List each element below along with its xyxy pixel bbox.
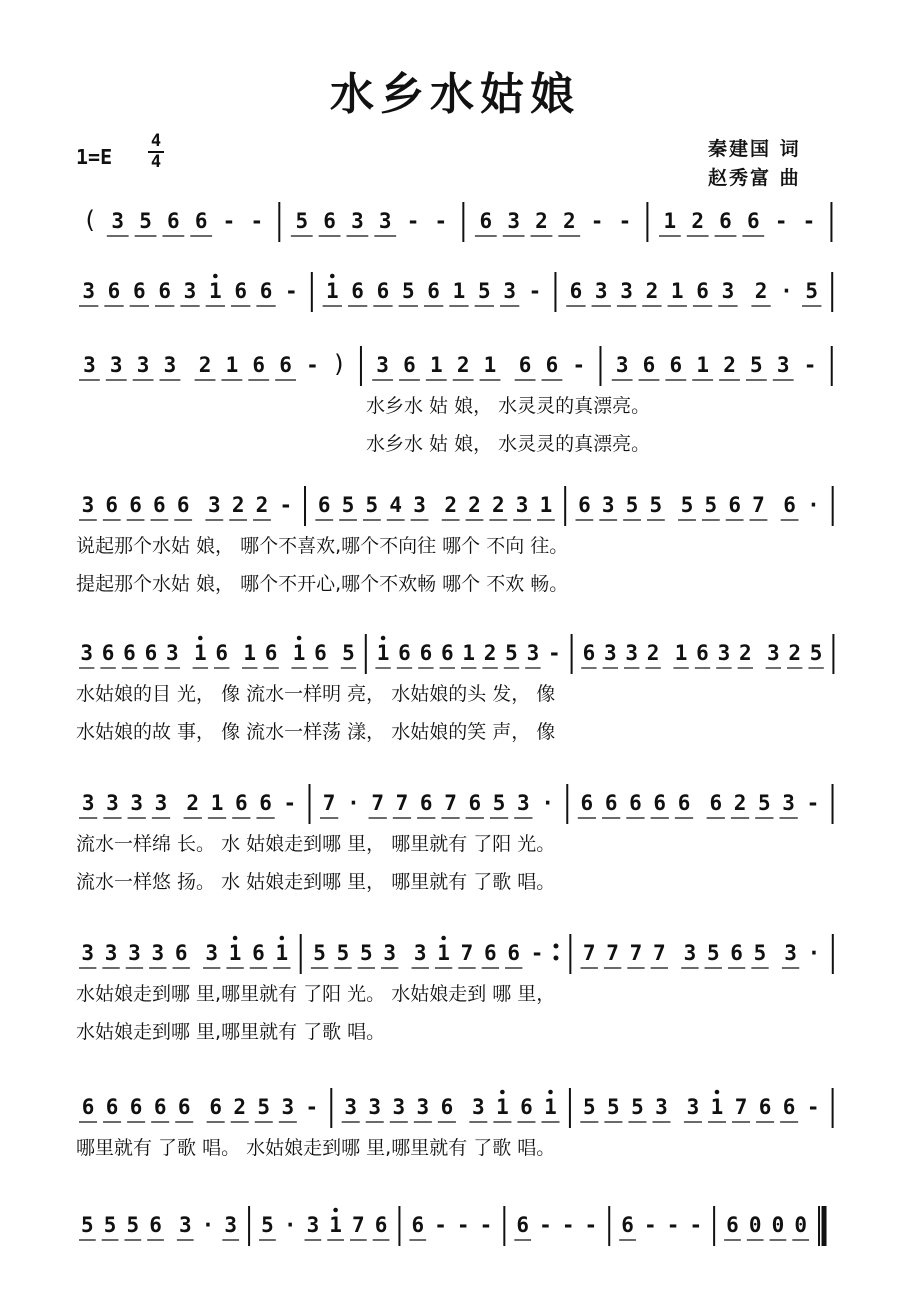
note-·: · <box>347 791 360 815</box>
note-6: 6 <box>516 1213 530 1237</box>
note-3: 3 <box>224 1213 238 1237</box>
lyric-line: 水乡水 姑 娘， 水灵灵的真漂亮。 <box>366 395 651 417</box>
note-6: 6 <box>726 1213 739 1237</box>
note-6: 6 <box>144 641 158 665</box>
high-octave-dot <box>280 936 285 941</box>
note-6: 6 <box>158 279 172 303</box>
note-3: 3 <box>368 1095 382 1119</box>
note-): ) <box>332 350 347 378</box>
note-7: 7 <box>460 941 474 965</box>
note-6: 6 <box>317 493 331 517</box>
note-3: 3 <box>615 353 629 377</box>
note-2: 2 <box>738 641 752 665</box>
note-6: 6 <box>746 209 760 233</box>
note-·: · <box>541 791 554 815</box>
note-3: 3 <box>383 941 397 965</box>
note-6: 6 <box>81 1095 95 1119</box>
note--: - <box>802 209 816 233</box>
note-·: · <box>807 493 820 517</box>
note-2: 2 <box>444 493 457 517</box>
note-1: 1 <box>225 353 239 377</box>
note-3: 3 <box>472 1095 485 1119</box>
note-0: 0 <box>794 1213 807 1237</box>
note-(: ( <box>82 206 98 234</box>
composer-credit: 赵秀富 曲 <box>708 167 801 189</box>
note-3: 3 <box>183 279 197 303</box>
note-7: 7 <box>582 941 596 965</box>
note-6: 6 <box>545 353 559 377</box>
note-high-1: 1 <box>292 641 306 665</box>
note-6: 6 <box>129 1095 143 1119</box>
note-3: 3 <box>625 641 639 665</box>
note-3: 3 <box>306 1213 320 1237</box>
note-2: 2 <box>646 641 660 665</box>
note-high-1: 1 <box>209 279 222 303</box>
note-high-1: 1 <box>329 1213 342 1237</box>
note--: - <box>689 1213 703 1237</box>
note--: - <box>222 209 236 233</box>
note-2: 2 <box>468 493 481 517</box>
lyric-line: 提起那个水姑 娘， 哪个不开心,哪个不欢畅 哪个 不欢 畅。 <box>76 573 569 595</box>
note--: - <box>561 1213 575 1237</box>
note-2: 2 <box>255 493 269 517</box>
note-6: 6 <box>629 791 642 815</box>
note-5: 5 <box>126 1213 140 1237</box>
lyric-line: 水乡水 姑 娘， 水灵灵的真漂亮。 <box>366 433 651 455</box>
note--: - <box>590 209 604 233</box>
note-6: 6 <box>153 493 166 517</box>
note-2: 2 <box>733 791 747 815</box>
repeat-dot <box>553 944 558 949</box>
note--: - <box>528 279 542 303</box>
repeat-dot <box>553 956 558 961</box>
note-3: 3 <box>82 279 95 303</box>
note-6: 6 <box>264 641 278 665</box>
note-3: 3 <box>766 641 780 665</box>
note-1: 1 <box>696 353 710 377</box>
note-7: 7 <box>606 941 619 965</box>
note-3: 3 <box>344 1095 358 1119</box>
high-octave-dot <box>548 1090 553 1095</box>
note-6: 6 <box>215 641 229 665</box>
note-6: 6 <box>782 1095 796 1119</box>
note-5: 5 <box>631 1095 644 1119</box>
note-5: 5 <box>365 493 379 517</box>
note-5: 5 <box>805 279 819 303</box>
note-7: 7 <box>752 493 765 517</box>
note-5: 5 <box>753 941 767 965</box>
note-0: 0 <box>771 1213 785 1237</box>
note-3: 3 <box>106 791 119 815</box>
note-·: · <box>807 941 821 965</box>
note--: - <box>305 1095 319 1119</box>
note-·: · <box>780 279 793 303</box>
note-6: 6 <box>783 493 796 517</box>
note-3: 3 <box>517 791 530 815</box>
note-6: 6 <box>484 941 497 965</box>
note--: - <box>547 641 561 665</box>
note-6: 6 <box>153 1095 167 1119</box>
note-6: 6 <box>174 941 188 965</box>
note-6: 6 <box>234 791 248 815</box>
lyric-line: 说起那个水姑 娘， 哪个不喜欢,哪个不向往 哪个 不向 往。 <box>76 535 569 557</box>
note-3: 3 <box>281 1095 295 1119</box>
note-2: 2 <box>186 791 200 815</box>
note-6: 6 <box>314 641 327 665</box>
note-5: 5 <box>477 279 491 303</box>
note-5: 5 <box>492 791 506 815</box>
note-6: 6 <box>376 279 390 303</box>
note-3: 3 <box>207 493 221 517</box>
note-2: 2 <box>198 353 212 377</box>
note--: - <box>806 1095 820 1119</box>
high-octave-dot <box>198 636 203 641</box>
lyric-line: 流水一样绵 长。 水 姑娘走到哪 里， 哪里就有 了阳 光。 <box>76 833 556 855</box>
note-6: 6 <box>758 1095 772 1119</box>
note-6: 6 <box>479 209 493 233</box>
note-3: 3 <box>655 1095 668 1119</box>
note--: - <box>306 353 319 377</box>
note--: - <box>279 493 293 517</box>
note-5: 5 <box>680 493 694 517</box>
high-octave-dot <box>441 936 446 941</box>
note-high-1: 1 <box>710 1095 724 1119</box>
note-2: 2 <box>754 279 768 303</box>
note-6: 6 <box>411 1213 425 1237</box>
note-6: 6 <box>440 1095 454 1119</box>
high-octave-dot <box>297 636 302 641</box>
note-3: 3 <box>109 353 123 377</box>
note-1: 1 <box>663 209 677 233</box>
note-2: 2 <box>233 1095 247 1119</box>
note-3: 3 <box>784 941 797 965</box>
note-3: 3 <box>165 641 179 665</box>
note-3: 3 <box>594 279 608 303</box>
note--: - <box>666 1213 680 1237</box>
note-·: · <box>201 1213 215 1237</box>
note-5: 5 <box>706 941 720 965</box>
note-3: 3 <box>378 209 392 233</box>
note-5: 5 <box>809 641 823 665</box>
note-5: 5 <box>313 941 326 965</box>
note-high-1: 1 <box>325 279 339 303</box>
note-6: 6 <box>719 209 732 233</box>
time-signature-bottom: 4 <box>150 152 162 172</box>
note-6: 6 <box>133 279 146 303</box>
note-high-1: 1 <box>228 941 242 965</box>
note-6: 6 <box>252 353 266 377</box>
note-6: 6 <box>209 1095 222 1119</box>
note-6: 6 <box>234 279 248 303</box>
note-1: 1 <box>670 279 684 303</box>
note--: - <box>406 209 420 233</box>
note-5: 5 <box>81 1213 94 1237</box>
note-3: 3 <box>782 791 795 815</box>
note-6: 6 <box>279 353 292 377</box>
note--: - <box>283 791 297 815</box>
note-3: 3 <box>351 209 364 233</box>
note-3: 3 <box>413 493 426 517</box>
key-signature: 1=E <box>76 145 113 169</box>
lyric-line: 水姑娘的目 光， 像 流水一样明 亮， 水姑娘的头 发， 像 <box>76 683 556 705</box>
note-3: 3 <box>104 941 118 965</box>
note-3: 3 <box>80 641 94 665</box>
note-3: 3 <box>163 353 177 377</box>
note-6: 6 <box>177 1095 191 1119</box>
lyricist-credit: 秦建国 词 <box>708 138 801 160</box>
note-1: 1 <box>539 493 553 517</box>
note-7: 7 <box>653 941 666 965</box>
note-3: 3 <box>83 353 96 377</box>
note-6: 6 <box>419 791 433 815</box>
note-6: 6 <box>374 1213 388 1237</box>
note-3: 3 <box>503 279 516 303</box>
note-7: 7 <box>371 791 385 815</box>
note-7: 7 <box>395 791 409 815</box>
note-3: 3 <box>507 209 520 233</box>
note-6: 6 <box>582 641 596 665</box>
note--: - <box>618 209 632 233</box>
note--: - <box>250 209 264 233</box>
note-3: 3 <box>515 493 529 517</box>
note-6: 6 <box>507 941 521 965</box>
note--: - <box>643 1213 657 1237</box>
note-1: 1 <box>483 353 497 377</box>
note--: - <box>456 1213 470 1237</box>
song-title: 水乡水姑娘 <box>330 69 580 120</box>
lyric-line: 水姑娘的故 事， 像 流水一样荡 漾， 水姑娘的笑 声， 像 <box>76 721 556 743</box>
note-5: 5 <box>401 279 415 303</box>
note-5: 5 <box>139 209 152 233</box>
note-6: 6 <box>728 493 741 517</box>
note-6: 6 <box>696 279 709 303</box>
note-5: 5 <box>750 353 763 377</box>
note-·: · <box>283 1213 297 1237</box>
note-5: 5 <box>342 641 355 665</box>
note-6: 6 <box>167 209 180 233</box>
note--: - <box>806 791 820 815</box>
note-3: 3 <box>136 353 150 377</box>
note-6: 6 <box>696 641 709 665</box>
note-2: 2 <box>691 209 705 233</box>
note-5: 5 <box>295 209 309 233</box>
note-3: 3 <box>416 1095 430 1119</box>
note-6: 6 <box>259 279 273 303</box>
lyric-line: 哪里就有 了歌 唱。 水姑娘走到哪 里,哪里就有 了歌 唱。 <box>76 1137 556 1159</box>
note-3: 3 <box>776 353 790 377</box>
note-6: 6 <box>518 353 532 377</box>
note-3: 3 <box>128 941 141 965</box>
note--: - <box>774 209 788 233</box>
note-5: 5 <box>704 493 718 517</box>
note-high-1: 1 <box>275 941 289 965</box>
note-6: 6 <box>107 279 121 303</box>
note-6: 6 <box>520 1095 533 1119</box>
note-7: 7 <box>629 941 643 965</box>
note-5: 5 <box>583 1095 596 1119</box>
note-high-1: 1 <box>376 641 390 665</box>
note-1: 1 <box>243 641 257 665</box>
high-octave-dot <box>330 274 335 279</box>
note-2: 2 <box>535 209 548 233</box>
note-0: 0 <box>748 1213 762 1237</box>
note-3: 3 <box>413 941 427 965</box>
note-2: 2 <box>788 641 802 665</box>
note-6: 6 <box>259 791 272 815</box>
note--: - <box>572 353 586 377</box>
note-6: 6 <box>101 641 115 665</box>
note-6: 6 <box>669 353 683 377</box>
high-octave-dot <box>213 274 218 279</box>
note--: - <box>539 1213 552 1237</box>
note-high-1: 1 <box>437 941 450 965</box>
note-4: 4 <box>389 493 403 517</box>
note-6: 6 <box>252 941 265 965</box>
note-7: 7 <box>444 791 457 815</box>
note-2: 2 <box>645 279 659 303</box>
note-6: 6 <box>403 353 416 377</box>
note-6: 6 <box>351 279 364 303</box>
note-1: 1 <box>210 791 224 815</box>
note--: - <box>803 353 817 377</box>
note-3: 3 <box>603 641 617 665</box>
note--: - <box>530 941 544 965</box>
note-5: 5 <box>359 941 373 965</box>
note-3: 3 <box>151 941 165 965</box>
note-3: 3 <box>686 1095 700 1119</box>
note-1: 1 <box>429 353 443 377</box>
note-5: 5 <box>257 1095 271 1119</box>
note-2: 2 <box>456 353 470 377</box>
note-5: 5 <box>625 493 639 517</box>
note-3: 3 <box>526 641 540 665</box>
lyric-line: 水姑娘走到哪 里,哪里就有 了歌 唱。 <box>76 1021 386 1043</box>
note-3: 3 <box>81 493 95 517</box>
high-octave-dot <box>500 1090 505 1095</box>
note-3: 3 <box>154 791 168 815</box>
note-6: 6 <box>730 941 743 965</box>
lyric-line: 流水一样悠 扬。 水 姑娘走到哪 里， 哪里就有 了歌 唱。 <box>76 871 556 893</box>
note-3: 3 <box>205 941 219 965</box>
note--: - <box>434 209 448 233</box>
note-6: 6 <box>580 791 594 815</box>
note--: - <box>285 279 298 303</box>
note--: - <box>479 1213 493 1237</box>
note-3: 3 <box>721 279 735 303</box>
note-6: 6 <box>323 209 336 233</box>
note-5: 5 <box>649 493 663 517</box>
note-3: 3 <box>376 353 389 377</box>
note-6: 6 <box>653 791 667 815</box>
note-6: 6 <box>419 641 433 665</box>
note-6: 6 <box>468 791 482 815</box>
note-1: 1 <box>452 279 466 303</box>
note-6: 6 <box>194 209 208 233</box>
note-3: 3 <box>130 791 144 815</box>
note-2: 2 <box>723 353 736 377</box>
note-5: 5 <box>261 1213 274 1237</box>
note-7: 7 <box>352 1213 365 1237</box>
note-6: 6 <box>176 493 190 517</box>
note-3: 3 <box>683 941 697 965</box>
note-5: 5 <box>336 941 350 965</box>
note-6: 6 <box>621 1213 634 1237</box>
note-3: 3 <box>620 279 633 303</box>
note-3: 3 <box>81 791 95 815</box>
note-high-1: 1 <box>193 641 207 665</box>
note-6: 6 <box>105 1095 119 1119</box>
note-3: 3 <box>81 941 95 965</box>
note--: - <box>584 1213 598 1237</box>
note-6: 6 <box>440 641 454 665</box>
note-5: 5 <box>758 791 771 815</box>
time-signature-top: 4 <box>150 131 162 151</box>
note-1: 1 <box>462 641 476 665</box>
note-3: 3 <box>178 1213 192 1237</box>
note-3: 3 <box>601 493 615 517</box>
note-2: 2 <box>483 641 497 665</box>
high-octave-dot <box>381 636 386 641</box>
note-6: 6 <box>604 791 618 815</box>
note-6: 6 <box>709 791 723 815</box>
note-5: 5 <box>505 641 518 665</box>
note-6: 6 <box>677 791 691 815</box>
note-6: 6 <box>642 353 656 377</box>
note-3: 3 <box>717 641 731 665</box>
note-5: 5 <box>607 1095 620 1119</box>
note-2: 2 <box>491 493 505 517</box>
note-2: 2 <box>231 493 245 517</box>
note--: - <box>434 1213 447 1237</box>
note-3: 3 <box>111 209 125 233</box>
high-octave-dot <box>333 1208 338 1213</box>
note-2: 2 <box>562 209 576 233</box>
high-octave-dot <box>715 1090 720 1095</box>
note-3: 3 <box>392 1095 406 1119</box>
high-octave-dot <box>233 936 238 941</box>
note-6: 6 <box>129 493 142 517</box>
lyric-line: 水姑娘走到哪 里,哪里就有 了阳 光。 水姑娘走到 哪 里， <box>76 983 556 1005</box>
note-1: 1 <box>674 641 688 665</box>
note-7: 7 <box>322 791 336 815</box>
note-high-1: 1 <box>544 1095 557 1119</box>
note-5: 5 <box>341 493 355 517</box>
note-6: 6 <box>149 1213 162 1237</box>
note-6: 6 <box>427 279 440 303</box>
note-5: 5 <box>103 1213 117 1237</box>
note-6: 6 <box>105 493 119 517</box>
note-high-1: 1 <box>496 1095 509 1119</box>
note-7: 7 <box>734 1095 748 1119</box>
note-6: 6 <box>398 641 411 665</box>
note-6: 6 <box>123 641 136 665</box>
note-6: 6 <box>569 279 583 303</box>
note-6: 6 <box>578 493 591 517</box>
